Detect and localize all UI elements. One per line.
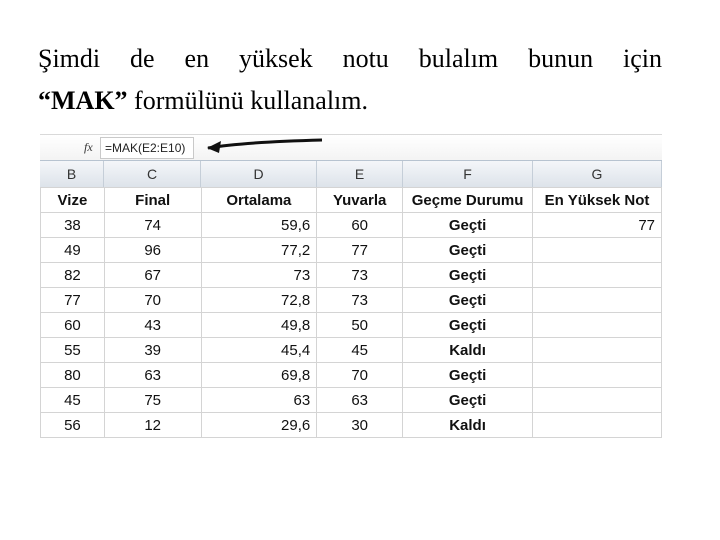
cell-gecme-durumu[interactable]: Geçti: [403, 288, 533, 313]
cell-en-yuksek-not[interactable]: 77: [533, 213, 662, 238]
cell-vize[interactable]: 38: [41, 213, 105, 238]
table-row: [41, 338, 662, 363]
header-cell[interactable]: Vize: [41, 188, 105, 213]
cell-en-yuksek-not[interactable]: [533, 263, 662, 288]
formula-input[interactable]: =MAK(E2:E10): [100, 137, 194, 159]
cell-ortalama[interactable]: 77,2: [201, 238, 317, 263]
cell-ortalama[interactable]: 72,8: [201, 288, 317, 313]
slide-heading: [38, 38, 662, 122]
heading-function-name: “MAK”: [38, 86, 128, 115]
table-row: [41, 288, 662, 313]
heading-line-2-rest: formülünü kullanalım.: [127, 86, 369, 115]
cell-ortalama[interactable]: 63: [201, 388, 317, 413]
column-header-e[interactable]: E: [317, 161, 403, 187]
table-row: [41, 313, 662, 338]
table-row: [41, 263, 662, 288]
cell-final[interactable]: 96: [104, 238, 201, 263]
column-header-f[interactable]: F: [403, 161, 533, 187]
column-header-row: [40, 160, 662, 188]
column-header-b[interactable]: B: [40, 161, 104, 187]
cell-yuvarla[interactable]: 45: [317, 338, 403, 363]
cell-final[interactable]: 67: [104, 263, 201, 288]
cell-final[interactable]: 75: [104, 388, 201, 413]
cell-final[interactable]: 12: [104, 413, 201, 438]
cell-final[interactable]: 43: [104, 313, 201, 338]
header-cell[interactable]: Yuvarla: [317, 188, 403, 213]
table-row: [41, 363, 662, 388]
cell-gecme-durumu[interactable]: Geçti: [403, 238, 533, 263]
cell-final[interactable]: 39: [104, 338, 201, 363]
cell-vize[interactable]: 55: [41, 338, 105, 363]
cell-final[interactable]: 70: [104, 288, 201, 313]
cell-gecme-durumu[interactable]: Geçti: [403, 263, 533, 288]
cell-ortalama[interactable]: 69,8: [201, 363, 317, 388]
cell-gecme-durumu[interactable]: Geçti: [403, 363, 533, 388]
cell-ortalama[interactable]: 49,8: [201, 313, 317, 338]
cell-yuvarla[interactable]: 30: [317, 413, 403, 438]
formula-bar: [40, 134, 662, 161]
cell-ortalama[interactable]: 73: [201, 263, 317, 288]
cell-final[interactable]: 74: [104, 213, 201, 238]
cell-gecme-durumu[interactable]: Geçti: [403, 388, 533, 413]
cell-gecme-durumu[interactable]: Geçti: [403, 313, 533, 338]
cell-yuvarla[interactable]: 63: [317, 388, 403, 413]
cell-gecme-durumu[interactable]: Kaldı: [403, 338, 533, 363]
table-row: [41, 213, 662, 238]
header-cell[interactable]: Ortalama: [201, 188, 317, 213]
cell-yuvarla[interactable]: 73: [317, 263, 403, 288]
spreadsheet: [40, 134, 662, 454]
header-cell[interactable]: Geçme Durumu: [403, 188, 533, 213]
cell-vize[interactable]: 45: [41, 388, 105, 413]
column-header-c[interactable]: C: [104, 161, 201, 187]
cell-gecme-durumu[interactable]: Kaldı: [403, 413, 533, 438]
table-row: [41, 413, 662, 438]
cell-vize[interactable]: 49: [41, 238, 105, 263]
table-row: [41, 238, 662, 263]
cell-en-yuksek-not[interactable]: [533, 338, 662, 363]
heading-line-1: Şimdi de en yüksek notu bulalım bunun için: [38, 44, 662, 73]
column-header-g[interactable]: G: [533, 161, 662, 187]
cell-vize[interactable]: 77: [41, 288, 105, 313]
cell-en-yuksek-not[interactable]: [533, 413, 662, 438]
arrow-pointer-icon: [204, 135, 344, 161]
cell-vize[interactable]: 80: [41, 363, 105, 388]
cell-en-yuksek-not[interactable]: [533, 313, 662, 338]
fx-icon[interactable]: fx: [84, 140, 93, 154]
cell-ortalama[interactable]: 29,6: [201, 413, 317, 438]
cell-ortalama[interactable]: 45,4: [201, 338, 317, 363]
cell-yuvarla[interactable]: 70: [317, 363, 403, 388]
heading-line-2: [38, 80, 662, 122]
cell-en-yuksek-not[interactable]: [533, 363, 662, 388]
header-cell[interactable]: En Yüksek Not: [533, 188, 662, 213]
cell-vize[interactable]: 60: [41, 313, 105, 338]
cell-en-yuksek-not[interactable]: [533, 238, 662, 263]
cell-yuvarla[interactable]: 50: [317, 313, 403, 338]
table-row: [41, 388, 662, 413]
cell-vize[interactable]: 56: [41, 413, 105, 438]
cell-en-yuksek-not[interactable]: [533, 388, 662, 413]
table-header-row: [41, 188, 662, 213]
header-cell[interactable]: Final: [104, 188, 201, 213]
column-header-d[interactable]: D: [201, 161, 317, 187]
cell-yuvarla[interactable]: 60: [317, 213, 403, 238]
cell-yuvarla[interactable]: 77: [317, 238, 403, 263]
cell-gecme-durumu[interactable]: Geçti: [403, 213, 533, 238]
cell-ortalama[interactable]: 59,6: [201, 213, 317, 238]
cell-en-yuksek-not[interactable]: [533, 288, 662, 313]
cell-yuvarla[interactable]: 73: [317, 288, 403, 313]
cell-final[interactable]: 63: [104, 363, 201, 388]
data-table: [40, 187, 662, 438]
cell-vize[interactable]: 82: [41, 263, 105, 288]
